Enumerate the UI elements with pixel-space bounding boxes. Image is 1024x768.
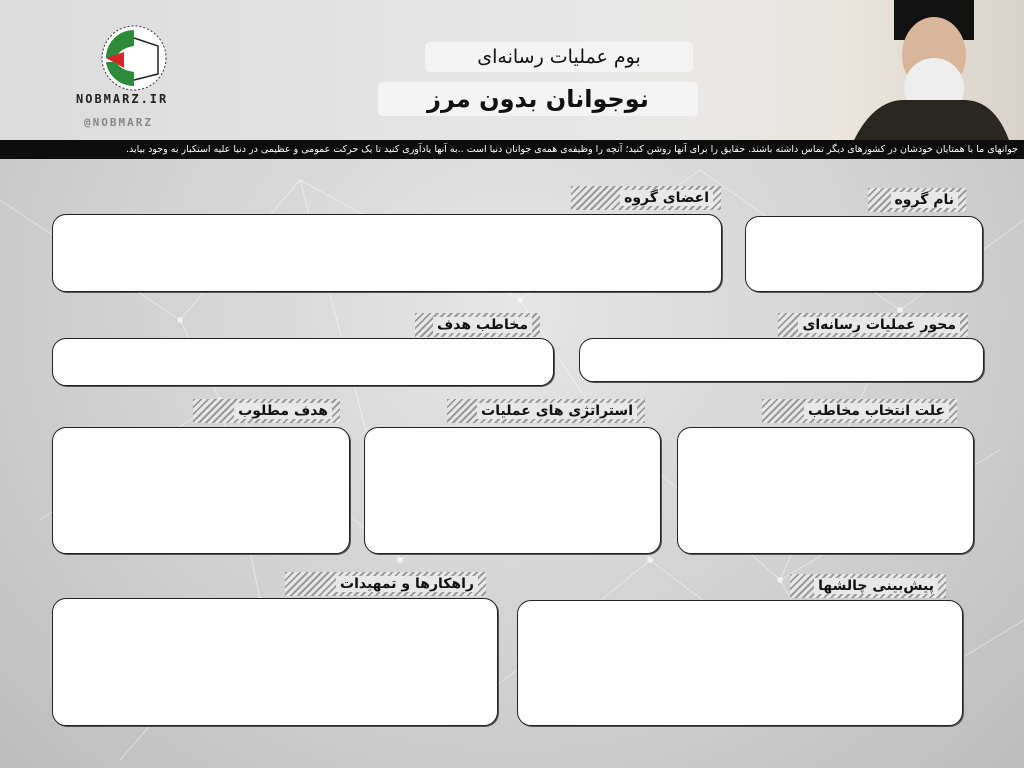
desired-goal-field[interactable] [52, 427, 350, 554]
label-challenges: پیش‌بینی چالشها [790, 574, 946, 598]
label-target-audience: مخاطب هدف [415, 313, 540, 337]
label-solutions: راهکارها و تمهیدات [285, 572, 486, 596]
social-handle: @NOBMARZ [84, 116, 153, 129]
logo-icon [100, 24, 168, 92]
challenges-field[interactable] [517, 600, 963, 726]
label-group-name: نام گروه [868, 188, 966, 212]
label-strategies: استراتژی های عملیات [447, 399, 645, 423]
canvas-title: بوم عملیات رسانه‌ای [425, 42, 693, 72]
target-audience-field[interactable] [52, 338, 554, 386]
label-group-members: اعضای گروه [571, 186, 721, 210]
media-axis-field[interactable] [579, 338, 984, 382]
label-desired-goal: هدف مطلوب [193, 399, 340, 423]
strategies-field[interactable] [364, 427, 661, 554]
label-audience-reason: علت انتخاب مخاطب [762, 399, 957, 423]
portrait-image [834, 0, 1024, 140]
group-members-field[interactable] [52, 214, 722, 292]
solutions-field[interactable] [52, 598, 498, 726]
canvas-subtitle: نوجوانان بدون مرز [378, 82, 698, 116]
group-name-field[interactable] [745, 216, 983, 292]
label-media-axis: محور عملیات رسانه‌ای [778, 313, 968, 337]
site-url: NOBMARZ.IR [76, 92, 169, 106]
quote-strip: جوانهای ما با همتایان خودشان در کشورهای دیگر تماس داشته باشند. حقایق را برای آنها روشن کنید؛ آنچه را وظیفه‌ی همه‌ی جوانان دنیا است ..به آنها یادآوری کنید تا یک حرکت عمومی و عظیمی در دنیا علیه استکبار به وجود بیاید. [0, 140, 1024, 159]
audience-reason-field[interactable] [677, 427, 974, 554]
